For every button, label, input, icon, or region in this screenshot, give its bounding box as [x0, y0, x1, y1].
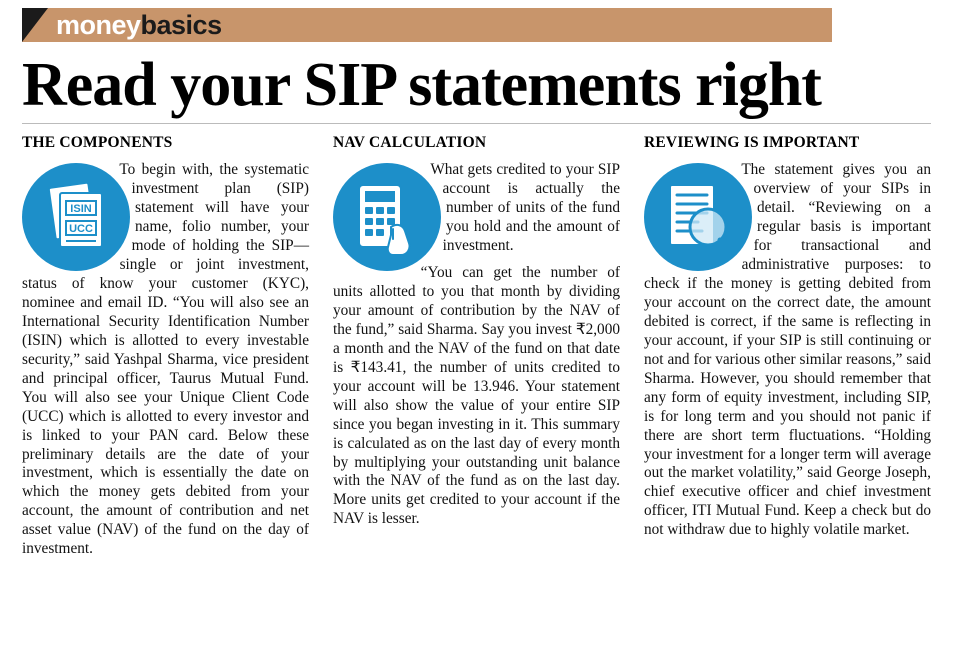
column-body [644, 161, 931, 540]
column-nav-calculation [333, 134, 620, 559]
paragraph: The statement gives you an overview of your SIPs in detail. “Reviewing on a regular basis is important for transactional and administrative purposes: to check if the money is getting debited from your account on the correct date, the amount debited is correct, if the same is reflecting in your account, if your SIP is still continuing or not and for various other similar reasons,” said Sharma. However, you should remember that any form of equity investment, including SIP, is for long term and you should not panic if there are short term fluctuations. “Holding your investment for a longer term will average out the market volatility,” said George Joseph, chief executive officer and chief investment officer, ITI Mutual Fund. Keep a check but do not withdraw due to highly volatile market. [644, 161, 931, 539]
calculator-hand-icon [333, 163, 441, 271]
page-title: Read your SIP statements right [22, 51, 821, 119]
masthead-word-money: money [56, 9, 141, 40]
masthead [22, 8, 931, 42]
magnifying-glass-document-icon [644, 163, 752, 271]
header-divider [22, 123, 931, 124]
column-reviewing [644, 134, 931, 559]
article-columns [22, 134, 931, 559]
article-page [0, 8, 953, 663]
triangle-marker-icon [22, 8, 48, 42]
svg-text:ISIN: ISIN [70, 203, 92, 216]
column-heading: NAV CALCULATION [333, 134, 487, 152]
isin-ucc-document-icon [22, 163, 130, 271]
masthead-title [56, 9, 222, 40]
masthead-bar [22, 8, 832, 42]
svg-text:UCC: UCC [69, 223, 93, 236]
column-heading: THE COMPONENTS [22, 134, 173, 152]
column-body [22, 161, 309, 559]
column-components [22, 134, 309, 559]
column-body [333, 161, 620, 529]
paragraph: What gets credited to your SIP account is actually the number of units of the fund you hold and the amount of investment. [430, 161, 620, 255]
paragraph: To begin with, the systematic investment plan (SIP) statement will have your name, folio number, your mode of holding the SIP—single or joint investment, status of know your customer (KYC), nominee and email ID. “You will also see an International Security Identification Number (ISIN) which is allotted to every investable security,” said Yashpal Sharma, vice president and principal officer, Taurus Mutual Fund. You will also see your Unique Client Code (UCC) which is allotted to every investor and is linked to your PAN card. Below these preliminary details are the date of your investment, which is essentially the date on which the money gets debited from your account, the amount of contribution and net asset value (NAV) of the fund on the day of investment. [22, 161, 309, 558]
masthead-word-basics: basics [140, 9, 222, 40]
column-heading: REVIEWING IS IMPORTANT [644, 134, 860, 152]
paragraph: “You can get the number of units allotted to you that month by dividing your amount of contribution by the NAV of the fund,” said Sharma. Say you invest ₹2,000 a month and the NAV of the fund on that date is ₹143.41, the number of units credited to your account will be 13.946. Your statement will also show the value of your entire SIP since you began investing in it. This summary is calculated as on the last day of every month by multiplying your outstanding unit balance with the NAV of the fund as on the last day. More units get credited to your account if the NAV is lesser. [333, 264, 620, 528]
